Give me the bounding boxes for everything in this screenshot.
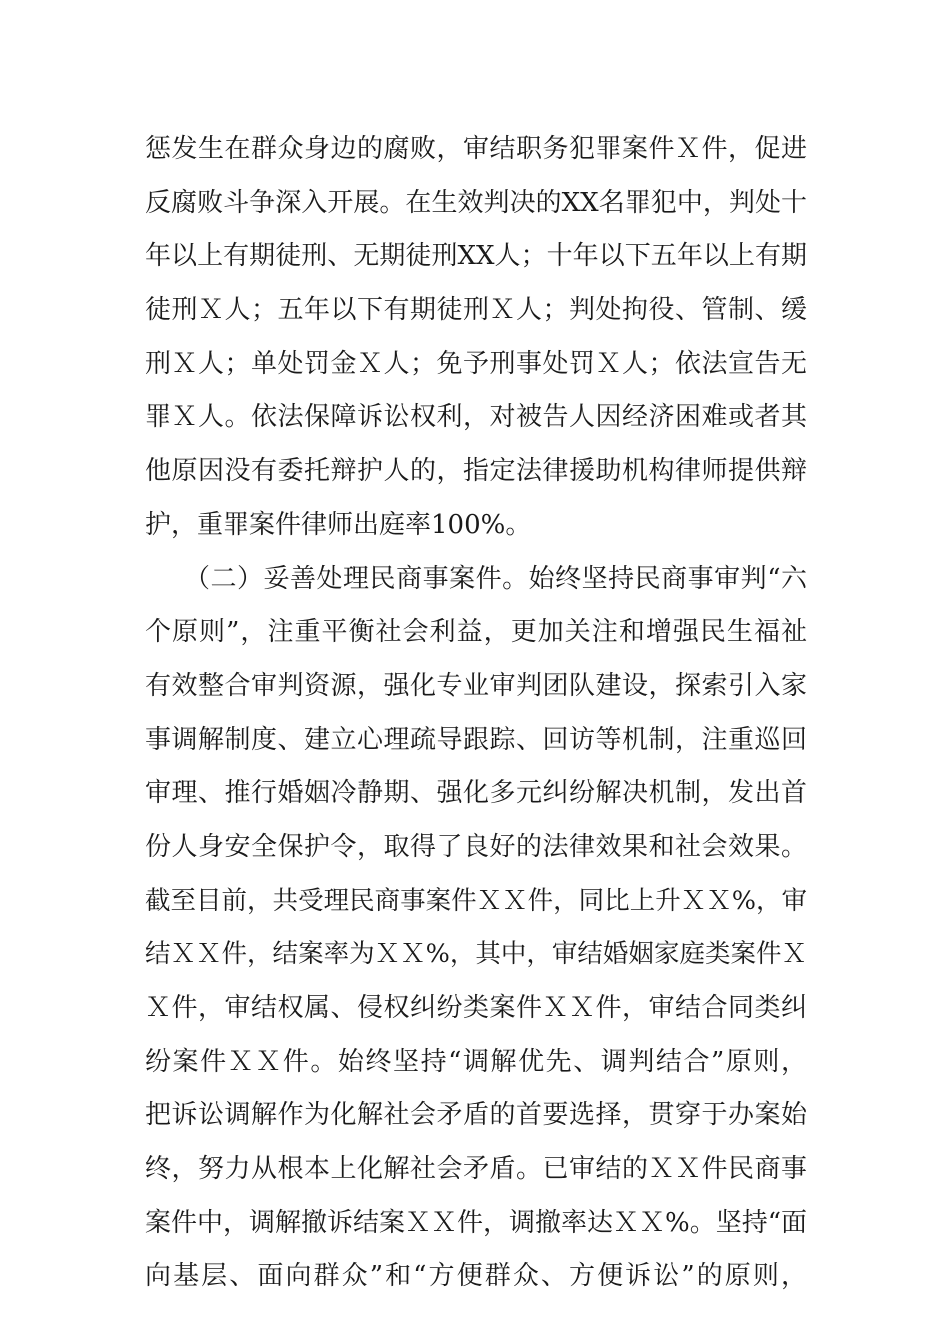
text-line: 反腐败斗争深入开展。在生效判决的XX名罪犯中，判处十 xyxy=(145,187,807,218)
text-line: 纷案件ＸＸ件。始终坚持“调解优先、调判结合”原则， xyxy=(145,1046,807,1077)
text-line: 他原因没有委托辩护人的，指定法律援助机构律师提供辩 xyxy=(145,456,807,487)
text-line: 审理、推行婚姻冷静期、强化多元纠纷解决机制，发出首 xyxy=(145,778,807,809)
text-line: 终，努力从根本上化解社会矛盾。已审结的ＸＸ件民商事 xyxy=(145,1154,807,1185)
text-line: 惩发生在群众身边的腐败，审结职务犯罪案件Ｘ件，促进 xyxy=(145,134,807,164)
text-line: 徒刑Ｘ人；五年以下有期徒刑Ｘ人；判处拘役、管制、缓 xyxy=(145,295,807,326)
text-line: 护，重罪案件律师出庭率100%。 xyxy=(145,509,532,540)
text-line: 事调解制度、建立心理疏导跟踪、回访等机制，注重巡回 xyxy=(145,724,807,755)
text-line: Ｘ件，审结权属、侵权纠纷类案件ＸＸ件，审结合同类纠 xyxy=(145,993,807,1023)
text-line: 有效整合审判资源，强化专业审判团队建设，探索引入家 xyxy=(145,670,807,701)
text-line: 结ＸＸ件，结案率为ＸＸ%，其中，审结婚姻家庭类案件Ｘ xyxy=(145,939,807,970)
text-line: 截至目前，共受理民商事案件ＸＸ件，同比上升ＸＸ%，审 xyxy=(145,885,807,916)
text-line: 年以上有期徒刑、无期徒刑XX人；十年以下五年以上有期 xyxy=(145,241,807,272)
section-heading-line: （二）妥善处理民商事案件。始终坚持民商事审判“六 xyxy=(184,563,807,594)
text-line: 案件中，调解撤诉结案ＸＸ件，调撤率达ＸＸ%。坚持“面 xyxy=(145,1207,807,1238)
body-text xyxy=(145,123,807,1304)
text-line: 刑Ｘ人；单处罚金Ｘ人；免予刑事处罚Ｘ人；依法宣告无 xyxy=(145,348,807,379)
text-line: 罪Ｘ人。依法保障诉讼权利，对被告人因经济困难或者其 xyxy=(145,402,807,433)
text-line: 份人身安全保护令，取得了良好的法律效果和社会效果。 xyxy=(145,831,807,862)
text-line: 个原则”，注重平衡社会利益，更加关注和增强民生福祉 xyxy=(145,617,807,648)
text-line: 向基层、面向群众”和“方便群众、方便诉讼”的原则， xyxy=(145,1261,807,1292)
text-line: 把诉讼调解作为化解社会矛盾的首要选择，贯穿于办案始 xyxy=(145,1100,807,1131)
